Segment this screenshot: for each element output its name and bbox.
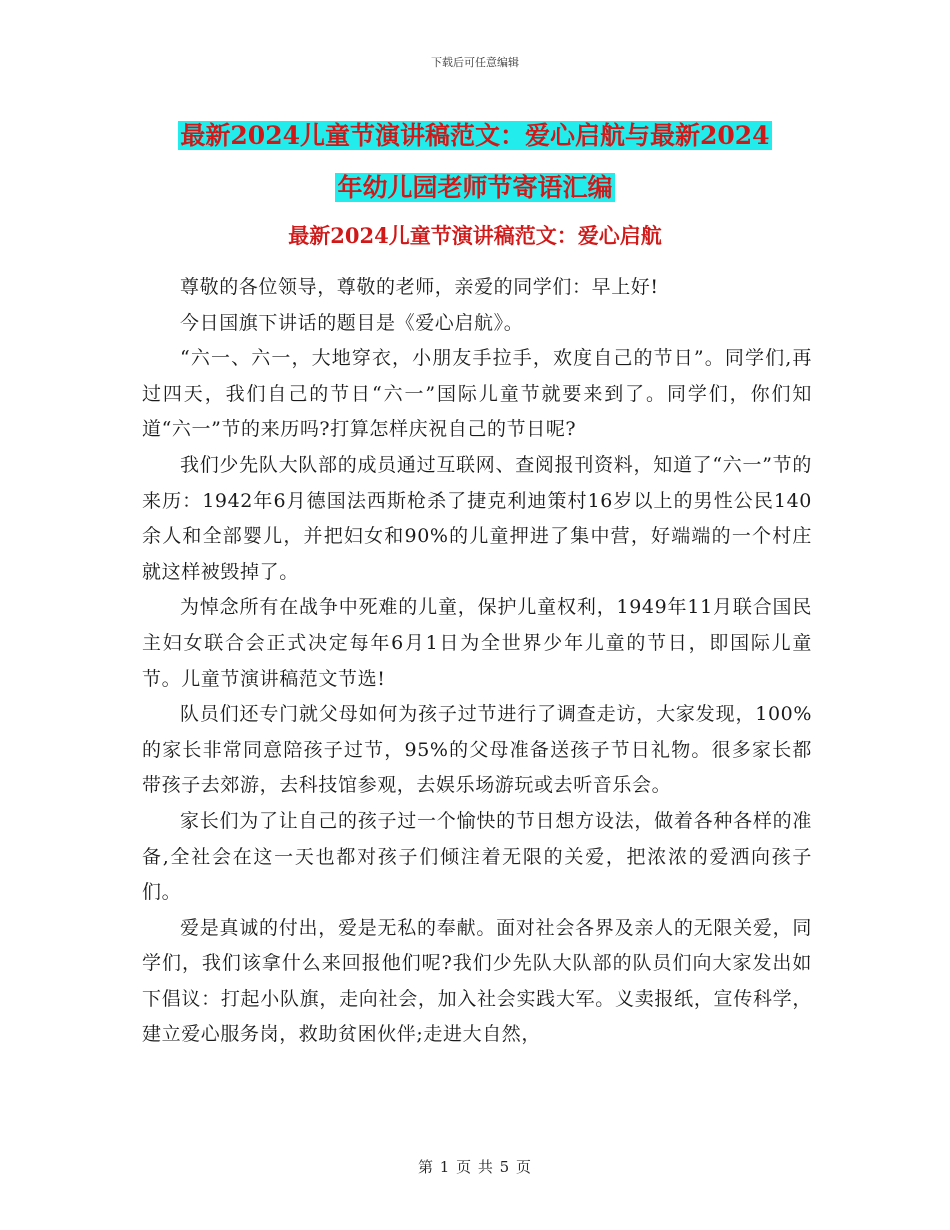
paragraph-6: 队员们还专门就父母如何为孩子过节进行了调查走访，大家发现，100%的家长非常同意陪孩子过节，95%的父母准备送孩子节日礼物。很多家长都带孩子去郊游，去科技馆参观，去娱乐场游玩或去听音乐会。 [142,703,812,797]
header-note: 下载后可任意编辑 [431,56,519,69]
paragraph-4: 我们少先队大队部的成员通过互联网、查阅报刊资料，知道了“六一”节的来历：1942年6月德国法西斯枪杀了捷克利迪策村16岁以上的男性公民140余人和全部婴儿，并把妇女和90%的儿童押进了集中营，好端端的一个村庄就这样被毁掉了。 [142,453,812,583]
document-title [130,110,820,214]
paragraph-5: 为悼念所有在战争中死难的儿童，保护儿童权利，1949年11月联合国民主妇女联合会正式决定每年6月1日为全世界少年儿童的节日，即国际儿童节。儿童节演讲稿范文节选! [142,596,812,690]
paragraph-8: 爱是真诚的付出，爱是无私的奉献。面对社会各界及亲人的无限关爱，同学们，我们该拿什么来回报他们呢?我们少先队大队部的队员们向大家发出如下倡议：打起小队旗，走向社会，加入社会实践大军。义卖报纸，宣传科学，建立爱心服务岗，救助贫困伙伴;走进大自然， [142,916,812,1046]
document-body [142,270,812,1053]
section-title: 最新2024儿童节演讲稿范文：爱心启航 [288,223,662,248]
paragraph-2: 今日国旗下讲话的题目是《爱心启航》。 [180,311,524,334]
paragraph-3: “六一、六一，大地穿衣，小朋友手拉手，欢度自己的节日”。同学们,再过四天，我们自己的节日“六一”国际儿童节就要来到了。同学们，你们知道“六一”节的来历吗?打算怎样庆祝自己的节日呢? [142,347,812,441]
paragraph-7: 家长们为了让自己的孩子过一个愉快的节日想方设法，做着各种各样的准备,全社会在这一天也都对孩子们倾注着无限的关爱，把浓浓的爱洒向孩子们。 [142,809,812,904]
page-footer: 第 1 页 共 5 页 [418,1158,532,1176]
document-title-line-1: 最新2024儿童节演讲稿范文：爱心启航与最新2024 [180,121,770,150]
paragraph-1: 尊敬的各位领导，尊敬的老师，亲爱的同学们：早上好! [180,276,659,298]
document-title-line-2: 年幼儿园老师节寄语汇编 [337,173,613,202]
